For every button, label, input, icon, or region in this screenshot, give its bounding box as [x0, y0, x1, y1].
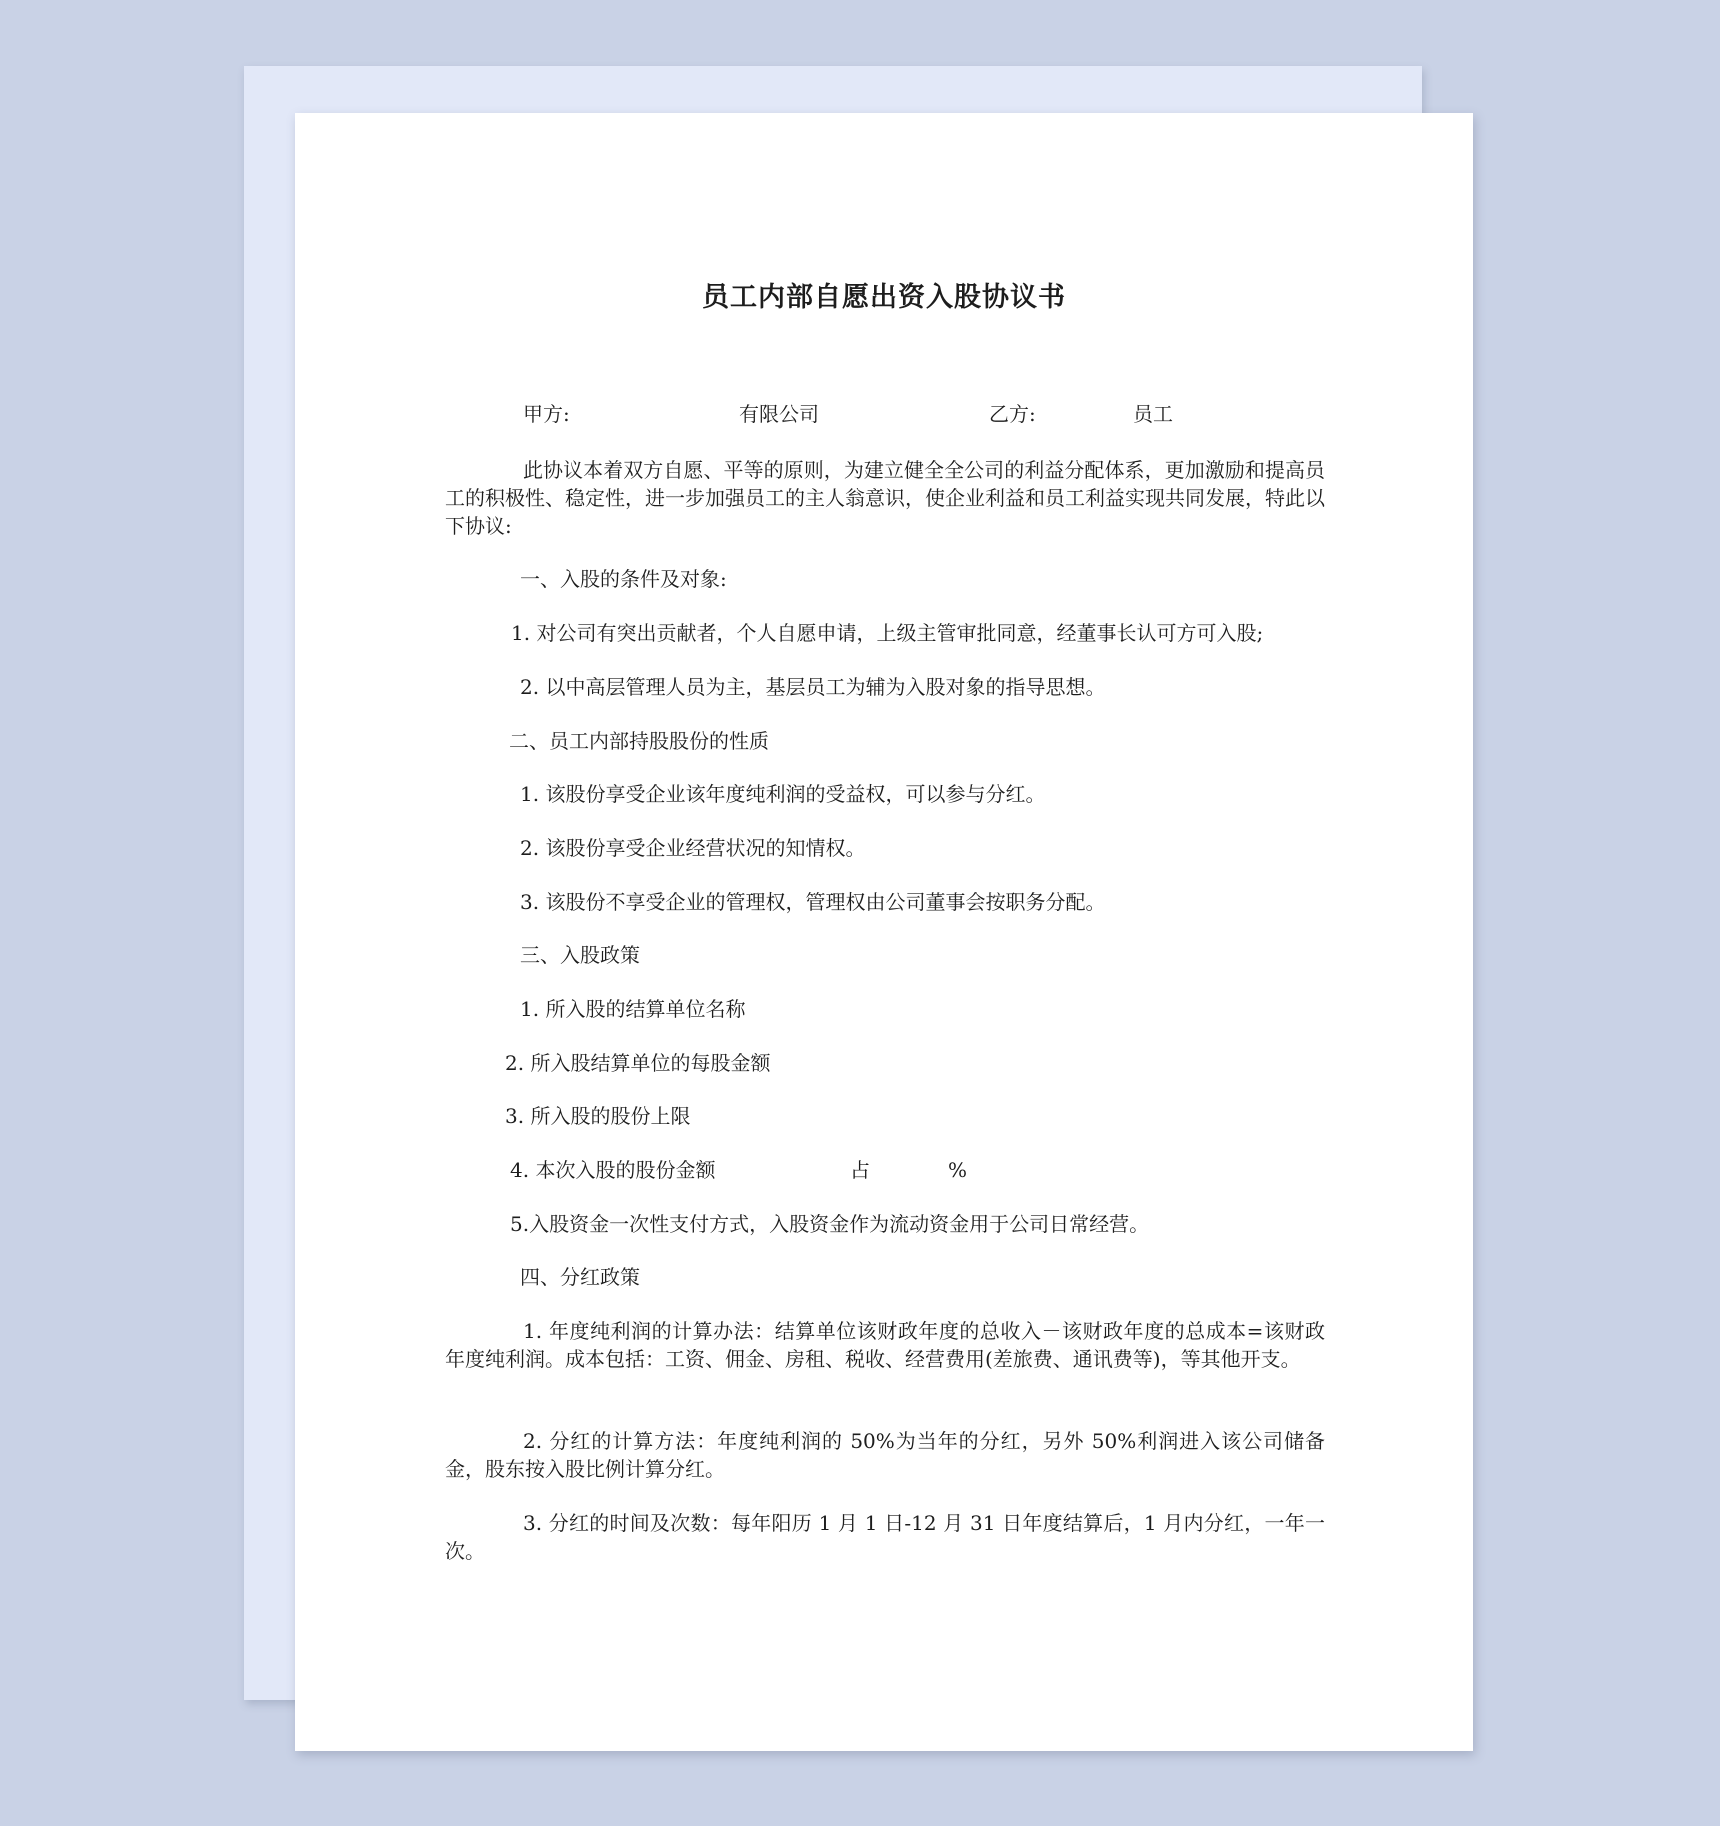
- party-a-value: 有限公司: [739, 402, 819, 426]
- section3-item1: 1. 所入股的结算单位名称: [520, 997, 746, 1021]
- section3-item3: 3. 所入股的股份上限: [505, 1104, 691, 1128]
- agreement-document: [295, 113, 1473, 1751]
- document-page: [295, 113, 1473, 1751]
- section3-item4: [510, 1156, 1110, 1184]
- section4-heading: 四、分红政策: [520, 1265, 640, 1289]
- section1-heading: 一、入股的条件及对象:: [520, 567, 727, 591]
- section4-item1: 1. 年度纯利润的计算办法：结算单位该财政年度的总收入－该财政年度的总成本=该财政年度纯利润。成本包括：工资、佣金、房租、税收、经营费用(差旅费、通讯费等)，等其他开支。: [445, 1319, 1325, 1371]
- section3-heading: 三、入股政策: [520, 943, 640, 967]
- section1-item2: 2. 以中高层管理人员为主，基层员工为辅为入股对象的指导思想。: [520, 675, 1106, 699]
- section3-item5: 5.入股资金一次性支付方式，入股资金作为流动资金用于公司日常经营。: [510, 1212, 1150, 1236]
- party-b-label: 乙方:: [989, 402, 1036, 426]
- section3-item2: 2. 所入股结算单位的每股金额: [505, 1051, 771, 1075]
- section4-item2: 2. 分红的计算方法：年度纯利润的 50%为当年的分红，另外 50%利润进入该公司储备金，股东按入股比例计算分红。: [445, 1429, 1325, 1481]
- section2-item1: 1. 该股份享受企业该年度纯利润的受益权，可以参与分红。: [520, 782, 1046, 806]
- section3-item4-share: 占: [850, 1158, 870, 1182]
- section2-item3: 3. 该股份不享受企业的管理权，管理权由公司董事会按职务分配。: [520, 890, 1106, 914]
- party-b-value: 员工: [1133, 402, 1173, 426]
- section2-item2: 2. 该股份享受企业经营状况的知情权。: [520, 836, 866, 860]
- section3-item4-label: 4. 本次入股的股份金额: [510, 1158, 716, 1182]
- section2-heading: 二、员工内部持股股份的性质: [509, 729, 769, 753]
- section4-item3: 3. 分红的时间及次数：每年阳历 1 月 1 日-12 月 31 日年度结算后，1 月内分红，一年一次。: [445, 1511, 1325, 1563]
- section3-item4-percent: %: [948, 1158, 968, 1182]
- document-title: 员工内部自愿出资入股协议书: [702, 282, 1066, 313]
- party-a-label: 甲方:: [523, 402, 570, 426]
- section1-item1: 1. 对公司有突出贡献者，个人自愿申请，上级主管审批同意，经董事长认可方可入股;: [511, 621, 1264, 645]
- intro-paragraph: 此协议本着双方自愿、平等的原则，为建立健全全公司的利益分配体系，更加激励和提高员工的积极性、稳定性，进一步加强员工的主人翁意识，使企业利益和员工利益实现共同发展，特此以下协议:: [445, 458, 1325, 538]
